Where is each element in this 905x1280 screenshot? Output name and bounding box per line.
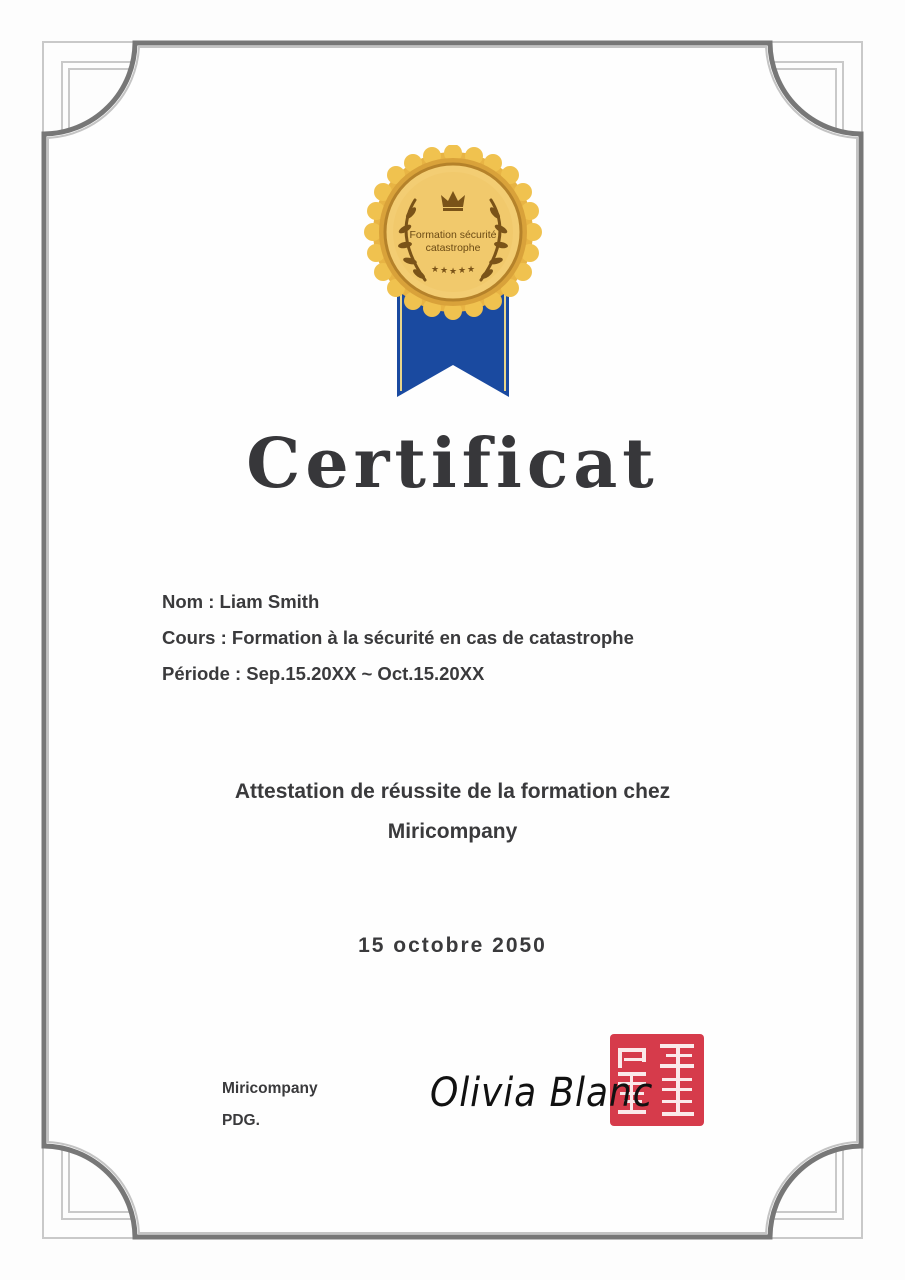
medal-label-line1: Formation sécurité bbox=[409, 229, 497, 241]
medal-label bbox=[393, 229, 513, 255]
course-period: Période : Sep.15.20XX ~ Oct.15.20XX bbox=[162, 663, 485, 684]
gold-medal-icon bbox=[363, 145, 543, 405]
signature: Olivia Blanc bbox=[430, 1070, 654, 1116]
recipient-name: Nom : Liam Smith bbox=[162, 591, 320, 612]
svg-text:★: ★ bbox=[439, 266, 449, 276]
signer-role: PDG. bbox=[222, 1112, 260, 1129]
certificate-title: Certificat bbox=[246, 424, 659, 504]
svg-text:★: ★ bbox=[466, 265, 476, 275]
attestation-line2: Miricompany bbox=[387, 820, 518, 843]
svg-text:★: ★ bbox=[448, 267, 458, 277]
svg-text:★: ★ bbox=[430, 265, 440, 275]
medal-label-line2: catastrophe bbox=[425, 242, 481, 254]
svg-text:★: ★ bbox=[457, 266, 467, 276]
signer-company: Miricompany bbox=[222, 1080, 318, 1097]
attestation-statement bbox=[0, 772, 905, 852]
attestation-line1: Attestation de réussite de la formation chez bbox=[234, 780, 671, 803]
signer-block bbox=[222, 1073, 318, 1137]
issue-date: 15 octobre 2050 bbox=[358, 934, 547, 957]
course-name: Cours : Formation à la sécurité en cas de catastrophe bbox=[162, 627, 634, 648]
recipient-details bbox=[162, 590, 634, 698]
